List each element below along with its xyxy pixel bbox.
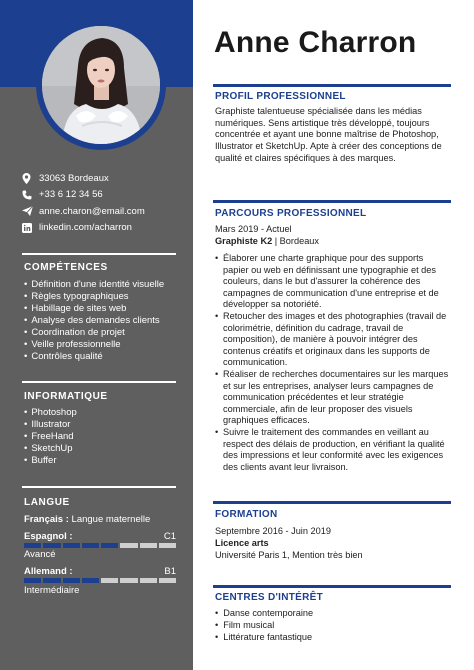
language-level-segment xyxy=(101,543,118,548)
list-item: • Veille professionnelle xyxy=(24,339,182,351)
section-rule xyxy=(213,200,451,203)
list-item: • Contrôles qualité xyxy=(24,351,182,363)
linkedin-icon xyxy=(22,222,38,234)
skills-title: COMPÉTENCES xyxy=(24,262,108,273)
language-level-bar xyxy=(24,543,176,548)
linkedin-link[interactable]: linkedin.com/acharron xyxy=(39,222,132,234)
sidebar xyxy=(0,0,193,670)
list-item: • Film musical xyxy=(215,619,445,631)
send-icon xyxy=(22,205,38,217)
phone-icon xyxy=(22,189,38,201)
experience-title: PARCOURS PROFESSIONNEL xyxy=(215,208,367,219)
list-item: • Habillage de sites web xyxy=(24,303,182,315)
section-rule xyxy=(213,501,451,504)
section-rule xyxy=(213,84,451,87)
list-item: • Danse contemporaine xyxy=(215,607,445,619)
language-native-value: Langue maternelle xyxy=(71,514,151,525)
list-item: • Buffer xyxy=(24,455,182,467)
language-native-label: Français : xyxy=(24,514,69,525)
divider-skills xyxy=(22,253,176,255)
contact-block xyxy=(22,170,182,236)
language-level-text: Avancé xyxy=(24,549,56,560)
phone-text: +33 6 12 34 56 xyxy=(39,189,103,201)
experience-bullets xyxy=(215,253,449,473)
experience-position xyxy=(215,235,319,247)
language-level-segment xyxy=(140,578,157,583)
language-level-segment xyxy=(82,543,99,548)
list-item: • Illustrator xyxy=(24,419,182,431)
language-native xyxy=(24,514,150,525)
language-level-segment xyxy=(43,578,60,583)
email-link[interactable]: anne.charon@email.com xyxy=(39,205,145,217)
location-pin-icon xyxy=(22,172,38,184)
location-text: 33063 Bordeaux xyxy=(39,172,109,184)
language-level-segment xyxy=(63,578,80,583)
language-level-code: C1 xyxy=(163,531,176,542)
language-level-segment xyxy=(140,543,157,548)
education-title: FORMATION xyxy=(215,509,278,520)
list-item: • Règles typographiques xyxy=(24,291,182,303)
language-name: Espagnol : xyxy=(24,531,73,542)
contact-location xyxy=(22,170,182,187)
list-item: • Littérature fantastique xyxy=(215,631,445,643)
language-level-segment xyxy=(159,543,176,548)
list-item: • Suivre le traitement des commandes en veillant au respect des délais de production, en vérifiant la qualité des impressions et leur conformité avec les exigences des clients avant leur livraison. xyxy=(215,427,449,473)
summary-text: Graphiste talentueuse spécialisée dans les médias numériques. Sens artistique très développé, toujours concentrée et ayant une bonne maîtrise de Photoshop, Illustrator et SketchUp. Apte à créer des conceptions de qualité et claires spécifiques à des marques. xyxy=(215,106,442,163)
language-level-segment xyxy=(120,578,137,583)
divider-software xyxy=(22,381,176,383)
experience-role: Graphiste K2 xyxy=(215,236,273,246)
language-level-segment xyxy=(82,578,99,583)
summary-title: PROFIL PROFESSIONNEL xyxy=(215,91,346,102)
experience-company: | Bordeaux xyxy=(272,236,320,246)
language-level-segment xyxy=(63,543,80,548)
list-item: • SketchUp xyxy=(24,443,182,455)
interests-list xyxy=(215,607,445,643)
education-degree: Licence arts xyxy=(215,538,269,548)
experience-dates: Mars 2019 - Actuel xyxy=(215,224,292,234)
interests-title: CENTRES D'INTÉRÊT xyxy=(215,592,324,603)
language-level-code: B1 xyxy=(164,566,176,577)
software-list xyxy=(24,407,182,467)
list-item: • Réaliser de recherches documentaires sur les marques et sur les entreprises, analyser leurs campagnes de communication précédentes et leur stratégie commerciale, afin de leur proposer des visuels graphiques efficaces. xyxy=(215,369,449,427)
languages-title: LANGUE xyxy=(24,497,70,508)
candidate-name: Anne Charron xyxy=(214,26,417,59)
contact-email[interactable] xyxy=(22,203,182,220)
list-item: • FreeHand xyxy=(24,431,182,443)
portrait-illustration xyxy=(42,26,160,144)
language-level-segment xyxy=(24,578,41,583)
education-school: Université Paris 1, Mention très bien xyxy=(215,550,363,560)
list-item: • Photoshop xyxy=(24,407,182,419)
education-dates: Septembre 2016 - Juin 2019 xyxy=(215,526,331,536)
list-item: • Retoucher des images et des photographies (travail de colorimétrie, définition du cadrage, travail de composition), de manière à pouvoir intégrer des contenus créatifs et originaux dans les supports de communication. xyxy=(215,311,449,369)
language-level-segment xyxy=(101,578,118,583)
skills-list xyxy=(24,279,182,363)
list-item: • Élaborer une charte graphique pour des supports papier ou web en définissant une typographie et des couleurs, dans le but d'assurer la cohérence des campagnes de communication d'une entreprise et de développer sa notoriété. xyxy=(215,253,449,311)
contact-linkedin[interactable] xyxy=(22,220,182,237)
divider-languages xyxy=(22,486,176,488)
section-rule xyxy=(213,585,451,588)
list-item: • Analyse des demandes clients xyxy=(24,315,182,327)
language-level-segment xyxy=(159,578,176,583)
language-level-segment xyxy=(120,543,137,548)
contact-phone xyxy=(22,187,182,204)
language-level-segment xyxy=(43,543,60,548)
language-level-segment xyxy=(24,543,41,548)
language-level-text: Intermédiaire xyxy=(24,585,80,596)
software-title: INFORMATIQUE xyxy=(24,391,108,402)
language-name: Allemand : xyxy=(24,566,73,577)
list-item: • Définition d'une identité visuelle xyxy=(24,279,182,291)
list-item: • Coordination de projet xyxy=(24,327,182,339)
language-level-bar xyxy=(24,578,176,583)
profile-photo xyxy=(36,20,166,150)
